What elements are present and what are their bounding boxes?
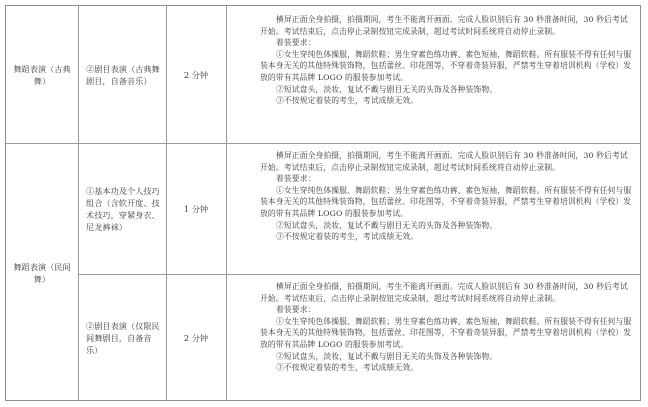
category-label: 舞蹈表演（民间舞） (13, 261, 71, 284)
requirement-text: ③不按规定着装的考生，考试成绩无效。 (276, 363, 419, 373)
requirement-text: ①女生穿纯色体操服，舞蹈软鞋；男生穿素色练功裤、素色短袖，舞蹈软鞋。所有服装不得有任何与服装本身无关的其他特殊装饰物，包括蕾丝、印花图等，不穿着奇装异服，严禁考生穿着培训机构（学校）发放的带有其品牌 LOGO 的服装参加考试。 (260, 49, 632, 82)
requirements-table (5, 5, 641, 401)
duration-cell (166, 143, 226, 274)
content-cell (78, 274, 166, 402)
duration-label: 2 分钟 (183, 69, 209, 80)
requirement-text: ③不按规定着装的考生，考试成绩无效。 (276, 96, 419, 106)
duration-label: 2 分钟 (183, 333, 209, 343)
content-cell (78, 6, 166, 143)
requirement-text: 着装要求： (276, 305, 316, 315)
requirement-text: ①女生穿纯色体操服、舞蹈软鞋；男生穿素色练功裤、素色短袖，舞蹈软鞋。所有服装不得有任何与服装本身无关的其他特殊装饰物，包括蕾丝、印花图等，不穿着奇装异服，严禁考生穿着培训机构（学校）发放的带有其品牌 LOGO 的服装参加考试。 (260, 185, 632, 218)
requirement-text: ③不按规定着装的考生，考试成绩无效。 (276, 232, 419, 242)
content-label: ①基本功及个人技巧组合（含软开度、技术技巧，穿紧身衣、尼龙裤袜） (86, 185, 160, 232)
category-cell-classical (6, 6, 78, 143)
requirement-text: 着装要求： (276, 38, 316, 48)
category-label: 舞蹈表演（古典舞） (13, 63, 71, 86)
requirements-cell (226, 150, 640, 272)
requirement-text: 横屏正面全身拍摄，拍摄期间，考生不能离开画面。完成人脸识别后有 30 秒准备时间，30 秒后考试开始。考试结束后，点击停止录制按钮完成录制，超过考试时间系统将自动停止录制。 (260, 282, 628, 303)
requirement-text: ②短试盘头，淡妆，复试不戴与剧目无关的头饰及各种装饰物。 (276, 220, 498, 230)
duration-label: 1 分钟 (183, 203, 209, 214)
requirement-text: 横屏正面全身拍摄，拍摄期间，考生不能离开画面。完成人脸识别后有 30 秒准备时间，30 秒后考试开始。考试结束后，点击停止录制按钮完成录制，超过考试时间系统将自动停止录制。 (260, 15, 628, 36)
duration-cell (166, 274, 226, 402)
requirement-text: 横屏正面全身拍摄，拍摄期间，考生不能离开画面。完成人脸识别后有 30 秒准备时间，30 秒后考试开始。考试结束后，点击停止录制按钮完成录制，超过考试时间系统将自动停止录制。 (260, 151, 628, 172)
duration-cell (166, 6, 226, 143)
requirement-text: ①女生穿纯色体操服、舞蹈软鞋；男生穿素色练功裤、素色短袖，舞蹈软鞋。所有服装不得有任何与服装本身无关的其他特殊装饰物，包括蕾丝、印花图等，不穿着奇装异服，严禁考生穿着培训机构（学校）发放的带有其品牌 LOGO 的服装参加考试。 (260, 316, 632, 349)
content-label: ②剧目表演（古典舞剧目，自备音乐） (86, 63, 160, 86)
requirement-text: ②短试盘头，淡妆，复试不戴与剧目无关的头饰及各种装饰物。 (276, 351, 498, 361)
requirement-text: ②短试盘头，淡妆，复试不戴与剧目无关的头饰及各种装饰物。 (276, 84, 498, 94)
requirements-cell (226, 14, 640, 142)
requirements-cell (226, 281, 640, 401)
content-label: ②剧目表演（仅限民间舞剧目，自备音乐） (86, 321, 160, 355)
category-cell-folk (6, 143, 78, 402)
content-cell (78, 143, 166, 274)
requirement-text: 着装要求： (276, 174, 316, 184)
